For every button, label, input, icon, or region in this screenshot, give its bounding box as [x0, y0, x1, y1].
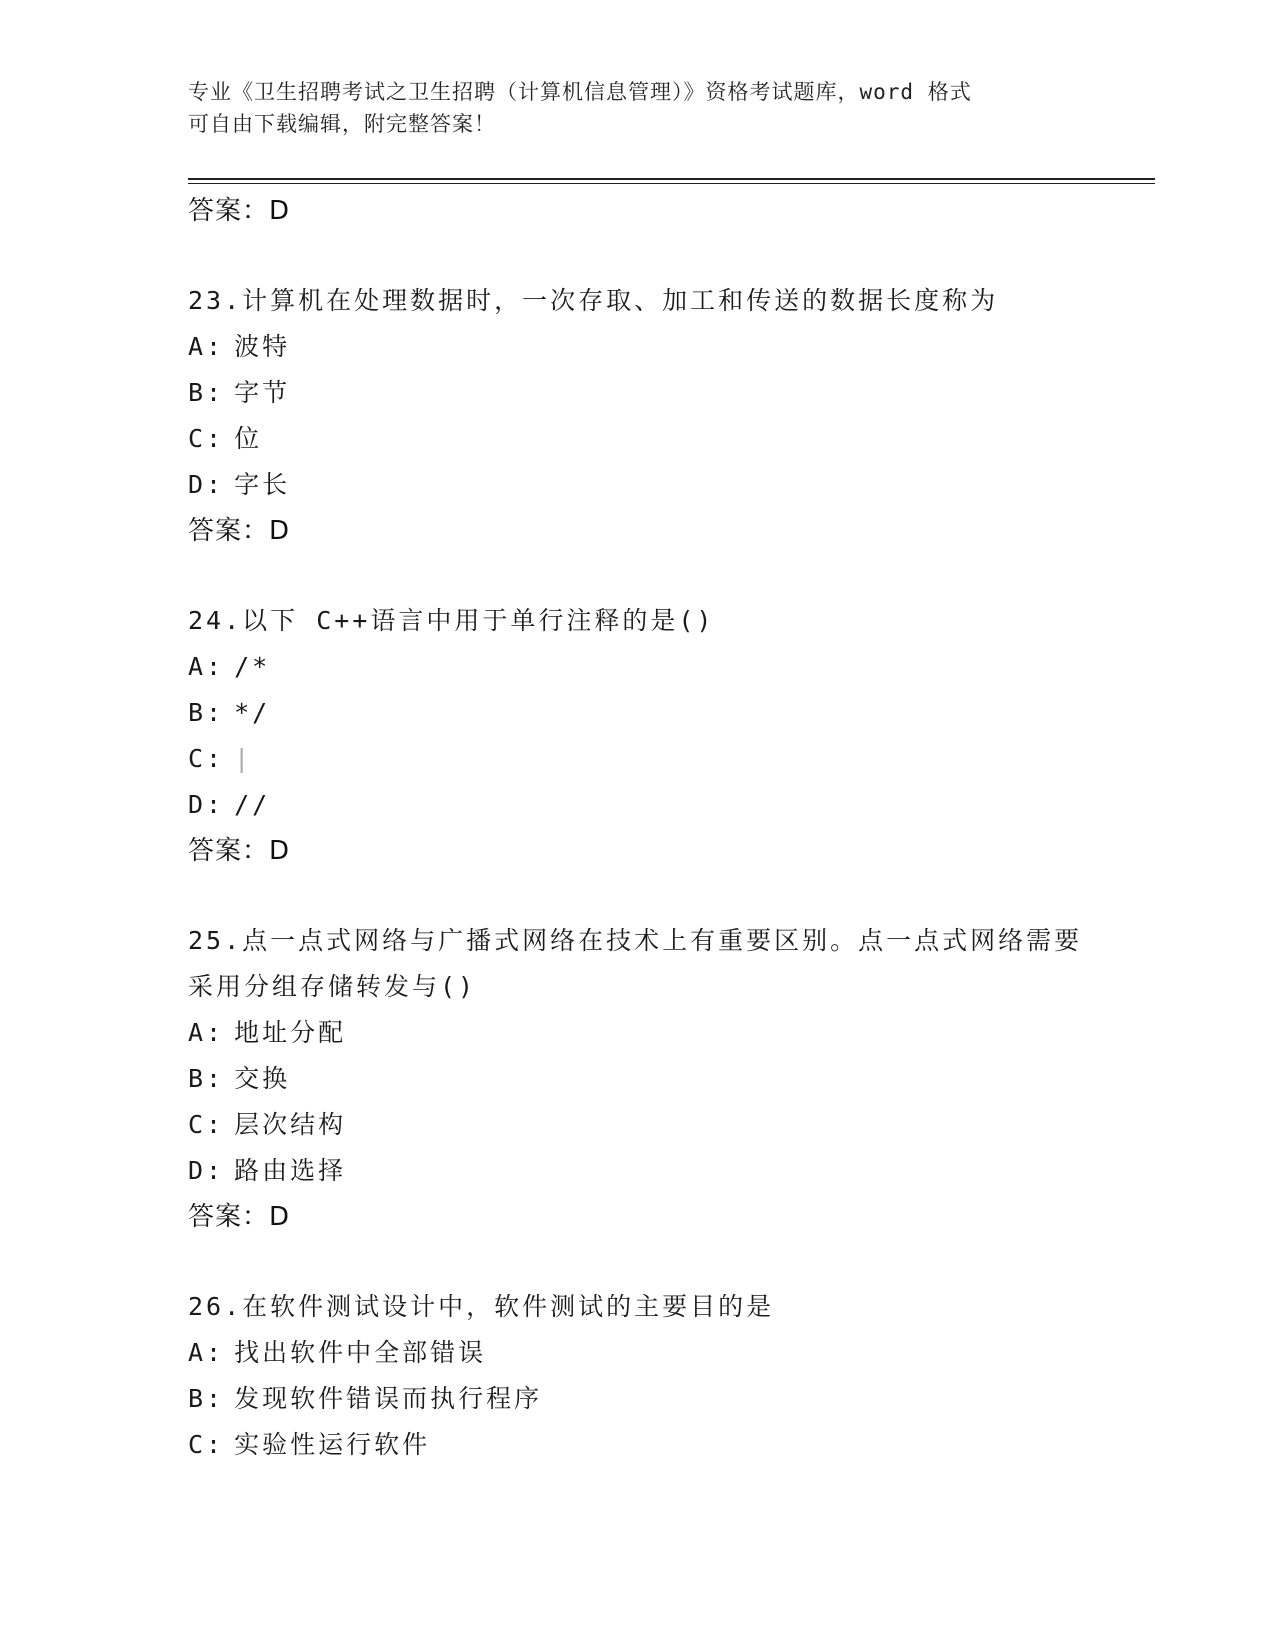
option-text: 位: [234, 424, 263, 453]
question-block: [188, 918, 1088, 1240]
spacer: [188, 1240, 1088, 1284]
spacer: [188, 554, 1088, 598]
question-text: 23.计算机在处理数据时，一次存取、加工和传送的数据长度称为: [188, 286, 999, 315]
option-letter: D:: [188, 790, 225, 819]
option-letter: A:: [188, 1018, 225, 1047]
option-a: [188, 1330, 1088, 1376]
option-a: [188, 644, 1088, 690]
header-line-1: 专业《卫生招聘考试之卫生招聘（计算机信息管理）》资格考试题库，word 格式: [188, 80, 972, 104]
option-c: [188, 416, 1088, 462]
spacer: [188, 874, 1088, 918]
answer-line: 答案：D: [188, 516, 291, 546]
option-letter: A:: [188, 1338, 225, 1367]
question-block: [188, 1284, 1088, 1468]
option-letter: C:: [188, 424, 225, 453]
option-letter: D:: [188, 1156, 225, 1185]
option-b: [188, 1376, 1088, 1422]
option-a: [188, 1010, 1088, 1056]
header-divider-thick: [188, 178, 1155, 180]
question-text: 24.以下 C++语言中用于单行注释的是(): [188, 606, 715, 635]
answer-line: 答案：D: [188, 836, 291, 866]
header-divider-thin: [188, 183, 1155, 184]
question-block: [188, 278, 1088, 554]
option-text: /*: [234, 652, 271, 681]
document-header: [188, 76, 1068, 140]
option-text: 发现软件错误而执行程序: [234, 1384, 543, 1413]
spacer: [188, 234, 1088, 278]
option-c: [188, 1422, 1088, 1468]
option-c: [188, 1102, 1088, 1148]
option-d: [188, 462, 1088, 508]
option-letter: C:: [188, 1430, 225, 1459]
option-letter: A:: [188, 652, 225, 681]
option-text: 波特: [234, 332, 291, 361]
option-letter: A:: [188, 332, 225, 361]
question-text: 25.点一点式网络与广播式网络在技术上有重要区别。点一点式网络需要采用分组存储转发与(): [188, 926, 1083, 1001]
option-text: 层次结构: [234, 1110, 347, 1139]
answer-line: 答案：D: [188, 196, 291, 226]
option-d: [188, 1148, 1088, 1194]
option-text: 字长: [234, 470, 291, 499]
option-letter: B:: [188, 1064, 225, 1093]
option-text: |: [234, 744, 253, 773]
option-text: 路由选择: [234, 1156, 347, 1185]
option-text: 字节: [234, 378, 291, 407]
question-list: [188, 188, 1088, 1468]
option-letter: B:: [188, 378, 225, 407]
option-text: */: [234, 698, 271, 727]
option-text: //: [234, 790, 271, 819]
option-b: [188, 370, 1088, 416]
option-d: [188, 782, 1088, 828]
answer-line: 答案：D: [188, 1202, 291, 1232]
option-text: 实验性运行软件: [234, 1430, 431, 1459]
option-letter: B:: [188, 1384, 225, 1413]
option-text: 地址分配: [234, 1018, 347, 1047]
option-letter: C:: [188, 1110, 225, 1139]
option-text: 交换: [234, 1064, 291, 1093]
option-b: [188, 690, 1088, 736]
option-c: [188, 736, 1088, 782]
option-letter: D:: [188, 470, 225, 499]
question-block: [188, 598, 1088, 874]
header-line-2: 可自由下载编辑，附完整答案！: [188, 112, 496, 136]
option-a: [188, 324, 1088, 370]
option-letter: C:: [188, 744, 225, 773]
option-text: 找出软件中全部错误: [234, 1338, 487, 1367]
option-letter: B:: [188, 698, 225, 727]
option-b: [188, 1056, 1088, 1102]
question-text: 26.在软件测试设计中，软件测试的主要目的是: [188, 1292, 775, 1321]
